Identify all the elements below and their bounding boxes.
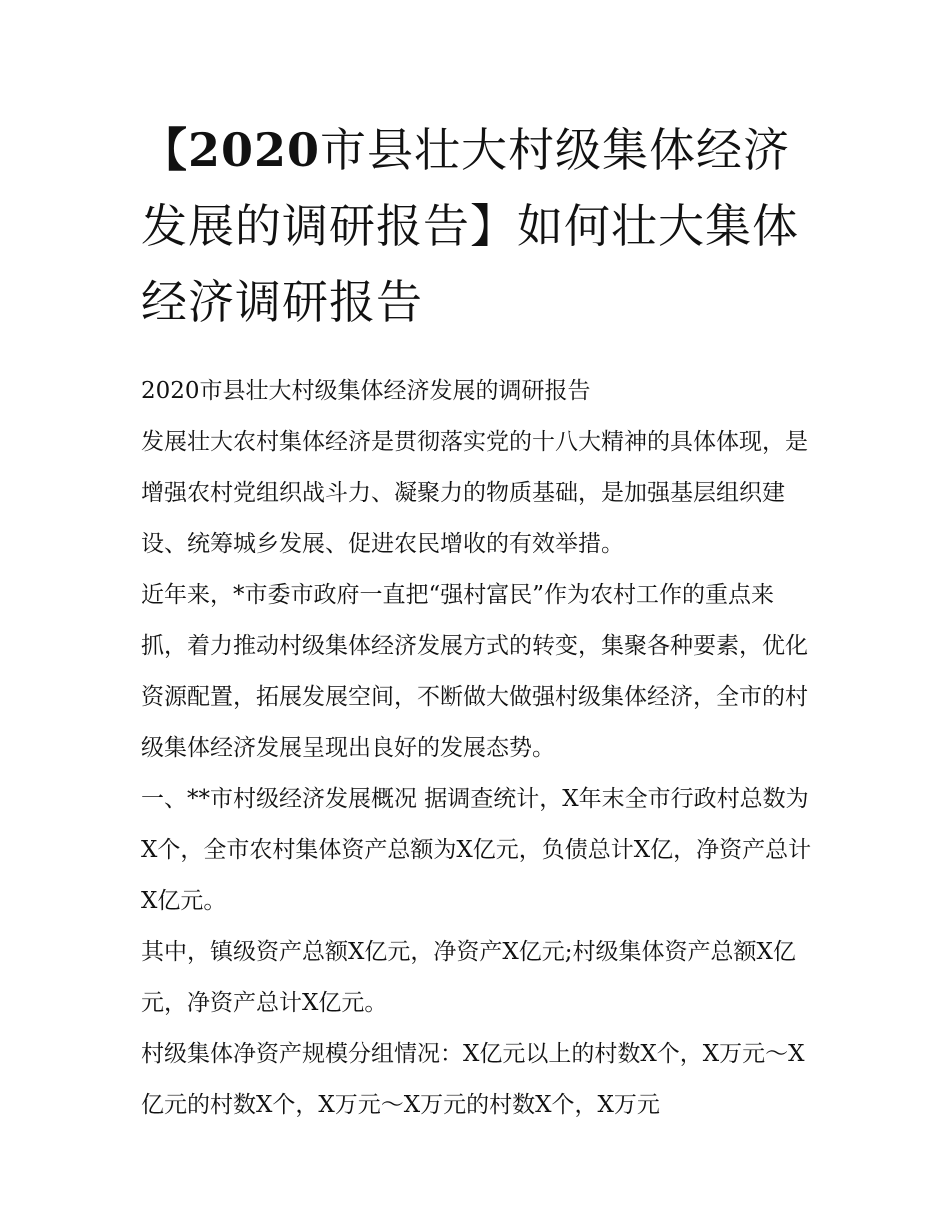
document-body: [141, 366, 816, 1131]
document-page: [141, 112, 816, 1131]
paragraph-overview: 一、**市村级经济发展概况 据调查统计，X年末全市行政村总数为X个，全市农村集体资产总额为X亿元，负债总计X亿，净资产总计X亿元。: [141, 786, 812, 914]
paragraph-subtitle: 2020市县壮大村级集体经济发展的调研报告: [141, 378, 591, 404]
paragraph-intro: 发展壮大农村集体经济是贯彻落实党的十八大精神的具体体现，是增强农村党组织战斗力、凝聚力的物质基础，是加强基层组织建设、统筹城乡发展、促进农民增收的有效举措。: [141, 429, 808, 557]
title-year: 2020: [188, 123, 321, 177]
title-bracket: 【: [141, 123, 188, 177]
paragraph-scale-groups: 村级集体净资产规模分组情况：X亿元以上的村数X个，X万元～X亿元的村数X个，X万元～X万元的村数X个，X万元: [141, 1041, 805, 1118]
title-text: 市县壮大村级集体经济发展的调研报告】如何壮大集体经济调研报告: [141, 123, 799, 329]
document-title: [141, 112, 816, 340]
paragraph-assets: 其中，镇级资产总额X亿元，净资产X亿元;村级集体资产总额X亿元，净资产总计X亿元。: [141, 939, 796, 1016]
paragraph-recent-years: 近年来，*市委市政府一直把“强村富民”作为农村工作的重点来抓，着力推动村级集体经济发展方式的转变，集聚各种要素，优化资源配置，拓展发展空间，不断做大做强村级集体经济，全市的村级集体经济发展呈现出良好的发展态势。: [141, 582, 808, 761]
